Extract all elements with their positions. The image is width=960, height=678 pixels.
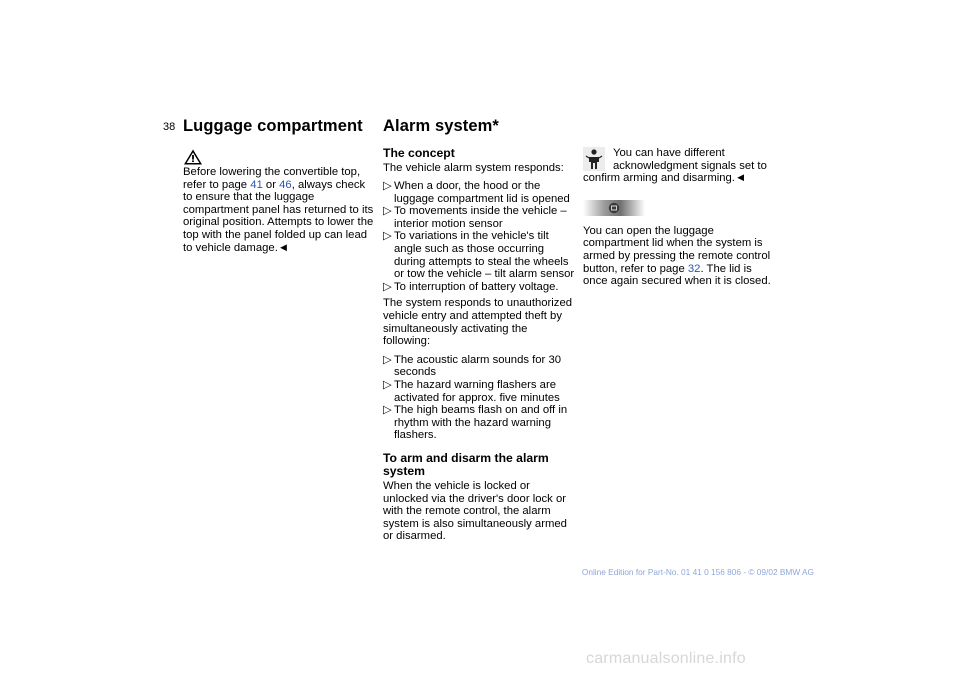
heading-alarm-system: Alarm system* [383, 117, 499, 135]
end-mark: ◄ [277, 241, 290, 254]
arm-disarm-text: When the vehicle is locked or unlocked via the driver's door lock or with the remote control, the alarm system is also simultaneously armed or disarmed. [383, 479, 567, 543]
acknowledgment-note-text: You can have different acknowledgment signals set to confirm arming and disarming.◄ [583, 147, 767, 185]
list-item: ▷ When a door, the hood or the luggage compartment lid is opened [383, 180, 570, 205]
heading-luggage-compartment: Luggage compartment [183, 117, 363, 135]
page-ref-41-link[interactable]: 41 [250, 178, 263, 191]
alarm-activation-list [383, 354, 577, 442]
list-item: ▷ To variations in the vehicle's tilt angle such as those occurring during attempts to steal the wheels or tow the vehicle – tilt alarm sensor [383, 230, 575, 281]
list-item: ▷ The high beams flash on and off in rhythm with the hazard warning flashers. [383, 404, 568, 442]
warning-triangle-icon [183, 148, 203, 166]
list-item: ▷ To interruption of battery voltage. [383, 280, 559, 293]
page-number: 38 [163, 121, 176, 133]
subheading-arm-disarm: To arm and disarm the alarm system [383, 450, 549, 479]
subheading-the-concept: The concept [383, 146, 455, 160]
list-item: ▷ The acoustic alarm sounds for 30 seconds [383, 353, 562, 379]
luggage-warning-block [183, 147, 375, 260]
end-mark: ◄ [734, 172, 747, 185]
alarm-response-list [383, 180, 577, 293]
trunk-open-text: You can open the luggage compartment lid when the system is armed by pressing the remote control button, refer to page 32. The lid is once again secured when it is closed. [583, 224, 771, 288]
person-note-icon [583, 147, 605, 171]
page-ref-46-link[interactable]: 46 [279, 178, 292, 191]
watermark: carmanualsonline.info [586, 650, 746, 667]
page-ref-32-link[interactable]: 32 [687, 262, 701, 275]
alarm-notes-column [583, 147, 775, 294]
list-item: ▷ To movements inside the vehicle – interior motion sensor [383, 205, 567, 230]
luggage-warning-text: Before lowering the convertible top, refer to page 41 or 46, always check to ensure that the luggage compartment panel has returned to its original position. Attempts to lower the top with the panel folded up can lead to vehicle damage.◄ [183, 166, 374, 254]
concept-paragraph: The system responds to unauthorized vehicle entry and attempted theft by simultaneously activating the following: [383, 297, 573, 348]
online-edition-footer: Online Edition for Part-No. 01 41 0 156 806 - © 09/02 BMW AG [581, 567, 814, 577]
remote-trunk-button-icon [583, 199, 645, 217]
alarm-concept-column [383, 147, 577, 549]
concept-intro: The vehicle alarm system responds: [383, 161, 564, 174]
list-item: ▷ The hazard warning flashers are activated for approx. five minutes [383, 379, 560, 404]
